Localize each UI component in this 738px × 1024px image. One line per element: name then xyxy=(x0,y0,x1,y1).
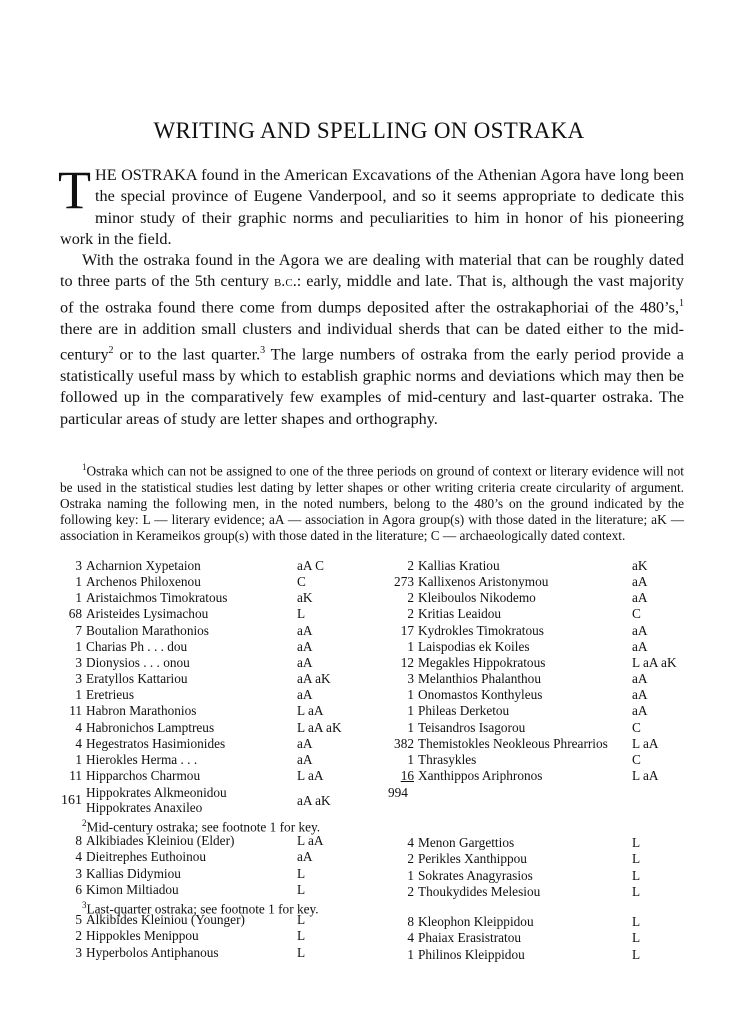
ostraka-count: 273 xyxy=(394,574,414,590)
person-name: Hierokles Herma . . . xyxy=(86,751,198,767)
person-name: Phaiax Erasistratou xyxy=(418,930,522,946)
ostraka-count: 1 xyxy=(75,638,82,654)
person-name: Megakles Hippokratous xyxy=(418,654,546,670)
evidence-key: L aA xyxy=(297,833,324,848)
ostraka-count: 8 xyxy=(75,833,82,848)
footnote-ref-1: 1 xyxy=(679,297,684,309)
p2-part-c: there are in addition small clusters and individual sherds that can be dated either to the mid-century xyxy=(60,319,684,364)
person-name: Dieitrephes Euthoinou xyxy=(86,849,207,865)
evidence-key: aK xyxy=(632,558,648,573)
person-name: Xanthippos Ariphronos xyxy=(418,767,543,783)
evidence-key: aA xyxy=(297,735,313,751)
ostraka-count: 1 xyxy=(407,703,414,719)
bc-abbrev: b.c. xyxy=(273,272,297,291)
person-name: Charias Ph . . . dou xyxy=(86,638,188,654)
person-name: Kritias Leaidou xyxy=(418,606,502,622)
person-name: Alkibiades Kleiniou (Elder) xyxy=(86,833,235,848)
person-name: Hegestratos Hasimionides xyxy=(86,735,226,751)
evidence-key: aA aK xyxy=(297,793,331,809)
person-name: Kleiboulos Nikodemo xyxy=(418,590,536,606)
evidence-key: aA xyxy=(297,849,313,865)
person-name: Dionysios . . . onou xyxy=(86,654,190,670)
ostraka-count: 4 xyxy=(407,930,414,946)
footnote-ref-2: 2 xyxy=(108,345,114,357)
ostraka-count: 1 xyxy=(75,574,82,590)
ostraka-count: 4 xyxy=(75,849,82,865)
ostraka-count: 68 xyxy=(68,606,82,622)
ostraka-count: 4 xyxy=(407,835,414,850)
person-name: Habron Marathonios xyxy=(86,703,197,719)
page-title: WRITING AND SPELLING ON OSTRAKA xyxy=(153,118,585,143)
ostraka-count: 161 xyxy=(61,793,82,809)
person-name: Hippokles Menippou xyxy=(86,928,199,944)
ostraka-count: 3 xyxy=(407,671,414,687)
person-name: Kallias Didymiou xyxy=(86,865,181,881)
person-name: Thoukydides Melesiou xyxy=(418,884,541,900)
person-name: Aristeides Lysimachou xyxy=(86,606,209,622)
person-name: Hippokrates Anaxileo xyxy=(86,800,203,816)
person-name: Melanthios Phalanthou xyxy=(418,671,541,687)
evidence-key: L xyxy=(297,928,306,944)
ostraka-count: 2 xyxy=(407,558,414,573)
total-count: 994 xyxy=(388,785,408,801)
ostraka-count: 1 xyxy=(407,867,414,883)
footnote-ref-3: 3 xyxy=(260,345,266,357)
person-name: Kleophon Kleippidou xyxy=(418,914,534,929)
evidence-key: C xyxy=(297,574,306,590)
evidence-key: aA xyxy=(632,687,648,703)
ostraka-count: 1 xyxy=(75,590,82,606)
evidence-key: aA xyxy=(297,654,313,670)
evidence-key: C xyxy=(632,606,641,622)
evidence-key: L aA xyxy=(297,767,324,783)
ostraka-count: 3 xyxy=(75,865,82,881)
evidence-key: L xyxy=(297,944,306,960)
evidence-key: aA aK xyxy=(297,671,331,687)
ostraka-count: 1 xyxy=(75,687,82,703)
evidence-key: L aA aK xyxy=(632,654,677,670)
ostraka-count: 11 xyxy=(69,703,82,719)
ostraka-count: 1 xyxy=(75,751,82,767)
ostraka-count: 11 xyxy=(69,767,82,783)
person-name: Onomastos Konthyleus xyxy=(418,687,543,703)
ostraka-count: 3 xyxy=(75,671,82,687)
evidence-key: aA xyxy=(632,590,648,606)
person-name: Kydrokles Timokratous xyxy=(418,622,544,638)
p2-part-b: : early, middle and late. That is, although the vast majority of the ostraka found there come from dumps deposited after the ostrakaphoriai of the 480’s, xyxy=(60,272,684,317)
evidence-key: L xyxy=(297,865,306,881)
evidence-key: L xyxy=(632,851,641,867)
ostraka-count: 2 xyxy=(75,928,82,944)
person-name: Thrasykles xyxy=(418,751,477,767)
evidence-key: L xyxy=(632,946,641,962)
person-name: Menon Gargettios xyxy=(418,835,515,850)
ostraka-count: 8 xyxy=(407,914,414,929)
footnote-1-text: Ostraka which can not be assigned to one of the three periods on ground of context or literary evidence will not be used in the statistical studies lest dating by letter shapes or other writing criteria create circularity of argument. Ostraka naming the following men, in the noted numbers, belong to the 480’s on the ground indicated by the following key: L — literary evidence; aA — association in Agora group(s) with those dated in the literature; aK — association in Kerameikos group(s) with those dated in the literature; C — archaeologically dated context. xyxy=(60,463,684,543)
evidence-key: aA xyxy=(632,638,648,654)
drop-cap: T xyxy=(58,160,91,220)
p2-part-d: or to the last quarter. xyxy=(113,345,261,364)
person-name: Boutalion Marathonios xyxy=(86,622,209,638)
ostraka-count: 16 xyxy=(400,767,414,783)
ostraka-count: 2 xyxy=(407,606,414,622)
ostraka-count: 3 xyxy=(75,944,82,960)
person-name: Hippokrates Alkmeonidou xyxy=(86,785,227,801)
evidence-key: aA xyxy=(632,703,648,719)
ostraka-count: 17 xyxy=(400,622,414,638)
evidence-key: L aA xyxy=(632,735,659,751)
person-name: Kallias Kratiou xyxy=(418,558,500,573)
ostraka-count: 1 xyxy=(407,719,414,735)
evidence-key: aA xyxy=(632,671,648,687)
ostraka-count: 4 xyxy=(75,719,82,735)
ostraka-count: 3 xyxy=(75,654,82,670)
evidence-key: L xyxy=(632,835,641,850)
person-name: Hipparchos Charmou xyxy=(86,767,201,783)
evidence-key: aA xyxy=(297,622,313,638)
person-name: Acharnion Xypetaion xyxy=(86,558,201,573)
person-name: Habronichos Lamptreus xyxy=(86,719,215,735)
footnote-3-text: Last-quarter ostraka; see footnote 1 for key. xyxy=(86,901,319,917)
person-name: Sokrates Anagyrasios xyxy=(418,867,533,883)
person-name: Kallixenos Aristonymou xyxy=(418,574,549,590)
evidence-key: L xyxy=(297,606,306,622)
person-name: Aristaichmos Timokratous xyxy=(86,590,228,606)
ostraka-count: 2 xyxy=(407,590,414,606)
person-name: Teisandros Isagorou xyxy=(418,719,526,735)
footnote-1-marker: 1 xyxy=(82,462,87,472)
ostraka-count: 4 xyxy=(75,735,82,751)
footnote-3-marker: 3 xyxy=(82,900,87,910)
ostraka-count: 1 xyxy=(407,946,414,962)
person-name: Kimon Miltiadou xyxy=(86,882,179,898)
footnote-2-text: Mid-century ostraka; see footnote 1 for key. xyxy=(86,819,321,835)
ostraka-count: 7 xyxy=(75,622,82,638)
evidence-key: L aA aK xyxy=(297,719,342,735)
evidence-key: L aA xyxy=(297,703,324,719)
evidence-key: aA xyxy=(297,687,313,703)
ostraka-count: 1 xyxy=(407,687,414,703)
evidence-key: L xyxy=(632,914,641,929)
ostraka-count: 6 xyxy=(75,882,82,898)
evidence-key: L xyxy=(297,912,306,927)
person-name: Themistokles Neokleous Phrearrios xyxy=(418,735,608,751)
evidence-key: L xyxy=(297,882,306,898)
ostraka-count: 2 xyxy=(407,884,414,900)
ostraka-count: 1 xyxy=(407,638,414,654)
person-name: Hyperbolos Antiphanous xyxy=(86,944,219,960)
person-name: Perikles Xanthippou xyxy=(418,851,527,867)
evidence-key: aA xyxy=(632,574,648,590)
p2-part-a: With the ostraka found in the Agora we are dealing with material that can be roughly dated to three parts of the 5th century xyxy=(60,251,684,291)
person-name: Laispodias ek Koiles xyxy=(418,638,530,654)
person-name: Phileas Derketou xyxy=(418,703,510,719)
footnote-2-marker: 2 xyxy=(82,818,87,828)
person-name: Eretrieus xyxy=(86,687,134,703)
evidence-key: aK xyxy=(297,590,313,606)
evidence-key: aA xyxy=(632,622,648,638)
evidence-key: L xyxy=(632,867,641,883)
evidence-key: C xyxy=(632,719,641,735)
evidence-key: aA xyxy=(297,638,313,654)
p2-part-e: The large numbers of ostraka from the early period provide a statistically useful mass by which to establish graphic norms and deviations which may then be followed up in the comparatively few examples of mid-century and last-quarter ostraka. The particular areas of study are letter shapes and orthography. xyxy=(60,345,684,428)
ostraka-count: 382 xyxy=(394,735,414,751)
person-name: Alkibides Kleiniou (Younger) xyxy=(86,912,245,927)
ostraka-count: 5 xyxy=(75,912,82,927)
evidence-key: aA C xyxy=(297,558,324,573)
ostraka-count: 3 xyxy=(75,558,82,573)
evidence-key: L aA xyxy=(632,767,659,783)
person-name: Philinos Kleippidou xyxy=(418,946,525,962)
ostraka-list xyxy=(60,0,700,1024)
ostraka-count: 12 xyxy=(400,654,414,670)
intro-text: HE OSTRAKA found in the American Excavations of the Athenian Agora have long been the special province of Eugene Vanderpool, and so it seems appropriate to dedicate this minor study of their graphic norms and peculiarities to him in honor of his pioneering work in the field. xyxy=(60,166,684,249)
person-name: Archenos Philoxenou xyxy=(86,574,201,590)
evidence-key: L xyxy=(632,930,641,946)
person-name: Eratyllos Kattariou xyxy=(86,671,188,687)
ostraka-count: 2 xyxy=(407,851,414,867)
evidence-key: L xyxy=(632,884,641,900)
ostraka-count: 1 xyxy=(407,751,414,767)
evidence-key: C xyxy=(632,751,641,767)
evidence-key: aA xyxy=(297,751,313,767)
